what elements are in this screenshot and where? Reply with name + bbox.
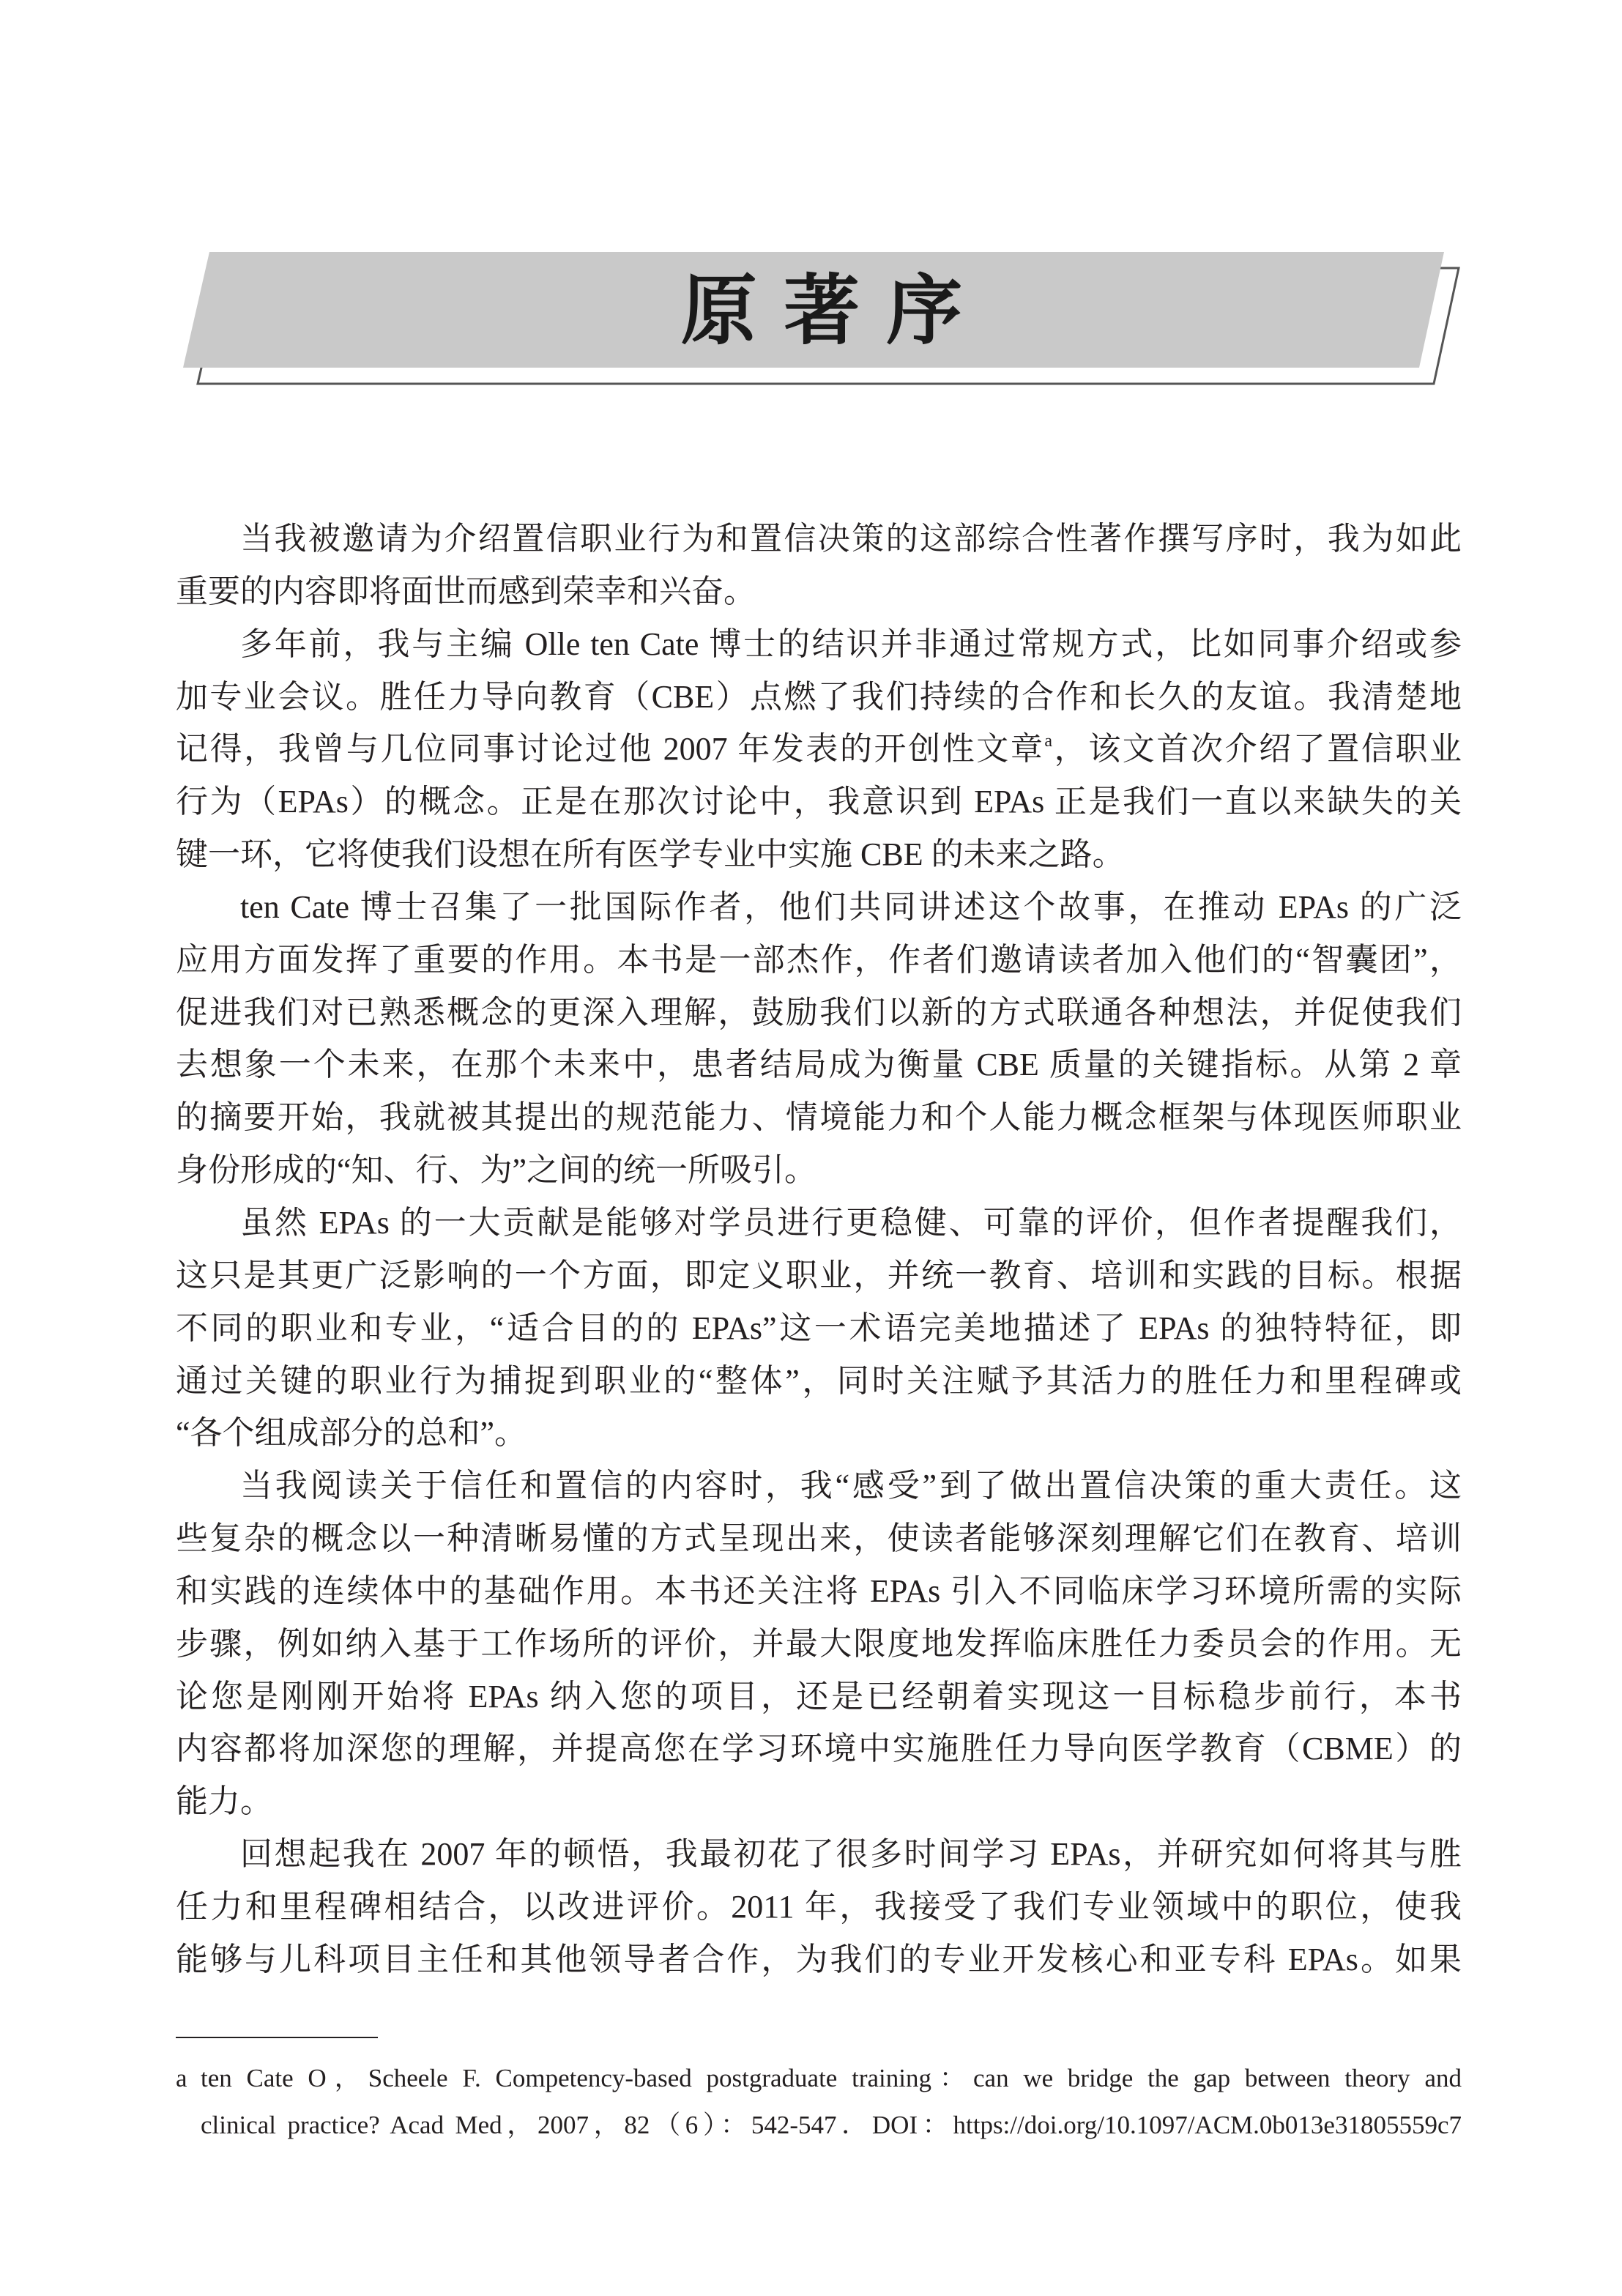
text-line: 身份形成的“知、行、为”之间的统一所吸引。 [176,1152,817,1189]
body-text [176,513,1462,1986]
text-line: 回想起我在 2007 年的顿悟，我最初花了很多时间学习 EPAs，并研究如何将其与胜 [240,1836,1462,1873]
text-line: 这只是其更广泛影响的一个方面，即定义职业，并统一教育、培训和实践的目标。根据 [176,1257,1462,1293]
text-line: 论您是刚刚开始将 EPAs 纳入您的项目，还是已经朝着实现这一目标稳步前行，本书 [176,1678,1462,1714]
text-line: 重要的内容即将面世而感到荣幸和兴奋。 [176,573,756,609]
paragraph [176,1828,1462,1986]
text-segment: ，该文首次介绍了置信职业 [1052,731,1462,768]
text-line: 通过关键的职业行为捕捉到职业的“整体”，同时关注赋予其活力的胜任力和里程碑或 [176,1362,1462,1399]
footnote-line: ten Cate O，Scheele F. Competency-based postgraduate training：can we bridge the gap between theory and [201,2064,1462,2092]
text-line: 加专业会议。胜任力导向教育（CBE）点燃了我们持续的合作和长久的友谊。我清楚地 [176,678,1462,715]
text-line: 促进我们对已熟悉概念的更深入理解，鼓励我们以新的方式联通各种想法，并促使我们 [176,994,1462,1030]
text-segment: 记得，我曾与几位同事讨论过他 2007 年发表的开创性文章 [176,731,1045,768]
paragraph [176,1197,1462,1460]
text-line: 些复杂的概念以一种清晰易懂的方式呈现出来，使读者能够深刻理解它们在教育、培训 [176,1520,1462,1557]
text-line: 不同的职业和专业，“适合目的的 EPAs”这一术语完美地描述了 EPAs 的独特特征，即 [176,1309,1462,1346]
paragraph [176,618,1462,881]
text-line: 步骤，例如纳入基于工作场所的评价，并最大限度地发挥临床胜任力委员会的作用。无 [176,1625,1462,1662]
text-line: 和实践的连续体中的基础作用。本书还关注将 EPAs 引入不同临床学习环境所需的实际 [176,1572,1462,1609]
text-line [176,723,1462,776]
text-line: 任力和里程碑相结合，以改进评价。2011 年，我接受了我们专业领域中的职位，使我 [176,1888,1462,1925]
paragraph [176,881,1462,1197]
text-line: 当我阅读关于信任和置信的内容时，我“感受”到了做出置信决策的重大责任。这 [240,1468,1462,1504]
text-line: 的摘要开始，我就被其提出的规范能力、情境能力和个人能力概念框架与体现医师职业 [176,1099,1462,1136]
footnote-rule [176,2037,378,2038]
paragraph [176,1460,1462,1828]
text-line: “各个组成部分的总和”。 [176,1415,527,1452]
footnote-line: clinical practice? Acad Med，2007，82（6）：542-547．DOI：https://doi.org/10.1097/ACM.0b013e31805559c7 [201,2111,1462,2139]
text-line: 虽然 EPAs 的一大贡献是能够对学员进行更稳健、可靠的评价，但作者提醒我们， [240,1204,1462,1241]
footnote [176,2055,1462,2149]
text-line: 键一环，它将使我们设想在所有医学专业中实施 CBE 的未来之路。 [176,836,1125,873]
paragraph [176,513,1462,618]
text-line: 应用方面发挥了重要的作用。本书是一部杰作，作者们邀请读者加入他们的“智囊团”， [176,941,1462,978]
footnote-marker: a [176,2064,187,2092]
text-line: 内容都将加深您的理解，并提高您在学习环境中实施胜任力导向医学教育（CBME）的 [176,1731,1462,1767]
text-line: 去想象一个未来，在那个未来中，患者结局成为衡量 CBE 质量的关键指标。从第 2 章 [176,1047,1462,1083]
title-banner [0,0,1622,439]
footnote-reference: a [1044,732,1053,751]
text-line: 当我被邀请为介绍置信职业行为和置信决策的这部综合性著作撰写序时，我为如此 [240,521,1462,557]
text-line: ten Cate 博士召集了一批国际作者，他们共同讲述这个故事，在推动 EPAs 的广泛 [240,888,1462,925]
text-line: 能够与儿科项目主任和其他领导者合作，为我们的专业开发核心和亚专科 EPAs。如果 [176,1941,1462,1977]
page-title: 原 著 序 [680,266,963,355]
text-line: 多年前，我与主编 Olle ten Cate 博士的结识并非通过常规方式，比如同事介绍或参 [240,625,1462,662]
text-line: 行为（EPAs）的概念。正是在那次讨论中，我意识到 EPAs 正是我们一直以来缺失的关 [176,784,1462,820]
text-line: 能力。 [176,1783,272,1820]
